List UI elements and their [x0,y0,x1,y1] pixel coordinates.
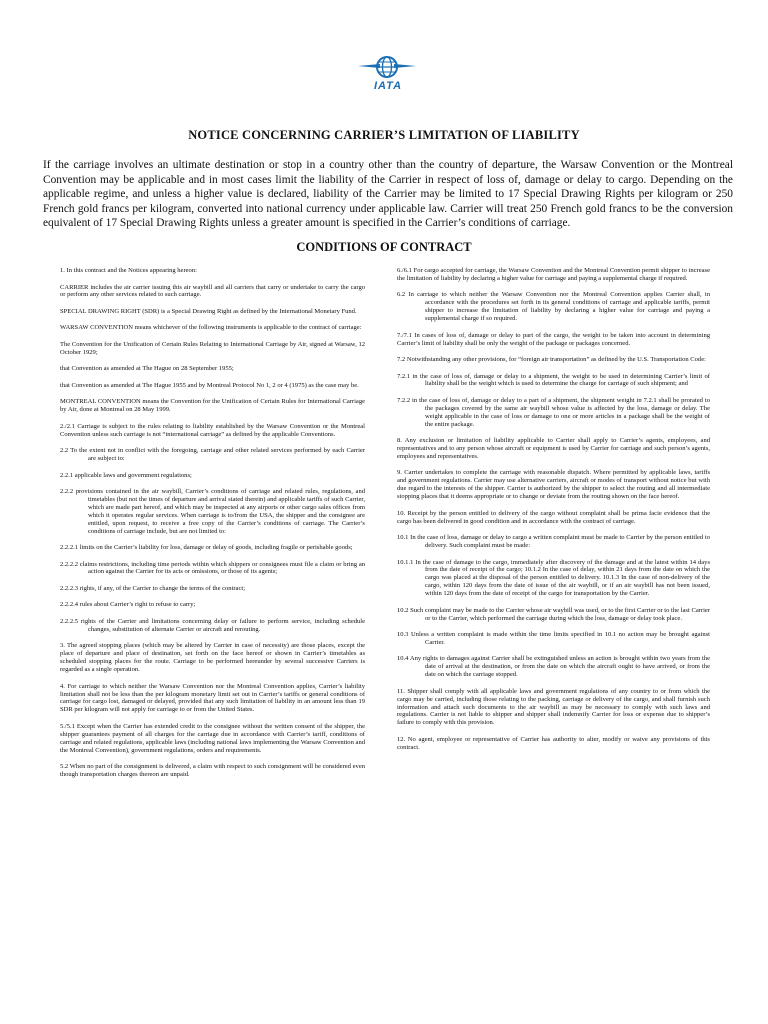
condition-paragraph: 2.2.2.5 rights of the Carrier and limitations concerning delay or failure to perform service, including schedule changes, substitution of alternate Carrier or aircraft and rerouting. [60,617,365,633]
condition-paragraph: 2.2.2.3 rights, if any, of the Carrier to change the terms of the contract; [60,584,246,592]
condition-paragraph: 6./6.1 For cargo accepted for carriage, the Warsaw Convention and the Montreal Convention permit shipper to increase the limitation of liability by declaring a higher value for carriage and paying a supplemental charge if required. [397,267,710,282]
condition-paragraph: 3. The agreed stopping places (which may be altered by Carrier in case of necessity) are those places, except the place of departure and place of destination, set forth on the face hereof or shown in Carrier’s timetables as scheduled stopping places for the route. Carriage to be performed hereunder by several successive Carriers is regarded as a single operation. [60,642,365,674]
condition-paragraph: 2.2 To the extent not in conflict with the foregoing, carriage and other related services performed by each Carrier are subject to: [60,447,365,463]
condition-paragraph: 10.4 Any rights to damages against Carrier shall be extinguished unless an action is brought within two years from the date of arrival at the destination, or from the date on which the aircraft ought to have arrived, or from the date on which the carriage stopped. [397,655,710,679]
conditions-title: CONDITIONS OF CONTRACT [296,240,472,254]
condition-paragraph: 5.2 When no part of the consignment is delivered, a claim with respect to such consignment will be considered even though transportation charges thereon are unpaid. [60,763,365,778]
conditions-left-column [60,267,365,787]
condition-paragraph: 7.2 Notwithstanding any other provisions, for “foreign air transportation” as defined by the U.S. Transportation Code: [397,356,706,364]
condition-paragraph: MONTREAL CONVENTION means the Convention for the Unification of Certain Rules for International Carriage by Air, done at Montreal on 28 May 1999. [60,398,365,414]
condition-paragraph: CARRIER includes the air carrier issuing this air waybill and all carriers that carry or undertake to carry the cargo or perform any other services related to such carriage. [60,283,365,299]
condition-paragraph: 6.2 In carriage to which neither the Warsaw Convention nor the Montreal Convention applies Carrier shall, in accordance with the procedures set forth in its general conditions of carriage and applicable tariffs, permit shipper to increase the limitation of liability by declaring a higher value for carriage and paying a supplemental charge if so required. [397,291,710,323]
condition-paragraph: 8. Any exclusion or limitation of liability applicable to Carrier shall apply to Carrier’s agents, employees, and representatives and to any person whose aircraft or equipment is used by Carrier for carriage and such person’s agents, employees and representatives. [397,437,710,460]
condition-paragraph: 10. Receipt by the person entitled to delivery of the cargo without complaint shall be prima facie evidence that the cargo has been delivered in good condition and in accordance with the contract of carriage. [397,509,710,525]
condition-paragraph: 4. For carriage to which neither the Warsaw Convention nor the Montreal Convention applies, Carrier’s liability limitation shall not be less than the per kilogram monetary limit set out in Carrier’s tariffs or general conditions of carriage for cargo lost, damaged or delayed, provided that any such limitation of liability in an amount less than 19 SDR per kilogram will not apply for carriage to or from the United States. [60,682,365,714]
condition-paragraph: 12. No agent, employee or representative of Carrier has authority to alter, modify or waive any provisions of this contract. [397,735,710,751]
iata-logo-text: IATA [373,80,403,92]
condition-paragraph: 10.3 Unless a written complaint is made within the time limits specified in 10.1 no action may be brought against Carrier. [397,631,710,646]
condition-paragraph: 2.2.2.2 claims restrictions, including time periods within which shippers or consignees must file a claim or bring an action against the Carrier for its acts or omissions, or those of its agents; [60,560,365,576]
condition-paragraph: that Convention as amended at The Hague on 28 September 1955; [60,365,234,373]
notice-paragraph: If the carriage involves an ultimate destination or stop in a country other than the country of departure, the Warsaw Convention or the Montreal Convention may be applicable and in most cases limit the liability of the Carrier in respect of loss of, damage or delay to cargo. Depending on the applicable regime, and unless a higher value is declared, liability of the Carrier may be limited to 17 Special Drawing Rights per kilogram or 250 French gold francs per kilogram, converted into national currency under applicable law. Carrier will treat 250 French gold francs to be the conversion equivalent of 17 Special Drawing Rights unless a greater amount is specified in the Carrier’s conditions of carriage. [43,159,733,229]
notice-title: NOTICE CONCERNING CARRIER’S LIMITATION OF LIABILITY [188,128,580,142]
condition-paragraph: The Convention for the Unification of Certain Rules Relating to International Carriage by Air, signed at Warsaw, 12 October 1929; [60,340,365,356]
condition-paragraph: 7./7.1 In cases of loss of, damage or delay to part of the cargo, the weight to be taken into account in determining Carrier’s limit of liability shall be only the weight of the package or packages concerned. [397,331,710,347]
condition-paragraph: 5./5.1 Except when the Carrier has extended credit to the consignee without the written consent of the shipper, the shipper guarantees payment of all charges for the carriage due in accordance with Carrier’s tariff, conditions of carriage and related regulations, applicable laws (including national laws implementing the Warsaw Convention and the Montreal Convention), government regulations, orders and requirements. [60,722,365,754]
condition-paragraph: 2./2.1 Carriage is subject to the rules relating to liability established by the Warsaw Convention or the Montreal Convention unless such carriage is not “international carriage” as defined by the applicable Conventions. [60,422,365,438]
condition-paragraph: 2.2.2 provisions contained in the air waybill, Carrier’s conditions of carriage and related rules, regulations, and timetables (but not the times of departure and arrival stated therein) and applicable tariffs of such Carrier, which are made part hereof, and which may be inspected at any airports or other cargo sales offices from which it operates regular services. When carriage is to/from the USA, the shipper and the consignee are entitled, upon request, to receive a free copy of the Carrier’s conditions of carriage. The Carrier’s conditions of carriage include, but are not limited to: [60,488,365,535]
condition-paragraph: 2.2.2.1 limits on the Carrier’s liability for loss, damage or delay of goods, including fragile or perishable goods; [60,544,353,552]
condition-paragraph: that Convention as amended at The Hague 1955 and by Montreal Protocol No 1, 2 or 4 (1975) as the case may be. [60,381,359,389]
condition-paragraph: 2.2.1 applicable laws and government regulations; [60,471,192,479]
condition-paragraph: 10.2 Such complaint may be made to the Carrier whose air waybill was used, or to the first Carrier or to the last Carrier or to the Carrier, which performed the carriage during which the loss, damage or delay took place. [397,606,710,622]
condition-paragraph: 1. In this contract and the Notices appearing hereon: [60,267,197,274]
condition-paragraph: 7.2.2 in the case of loss of, damage or delay to a part of a shipment, the shipment weight in 7.2.1 shall be prorated to the packages covered by the same air waybill whose value is affected by the loss, damage or delay. The weight applicable in the case of loss or damage to one or more articles in a package shall be the weight of the entire package. [397,396,710,428]
condition-paragraph: SPECIAL DRAWING RIGHT (SDR) is a Special Drawing Right as defined by the International Monetary Fund. [60,307,357,315]
condition-paragraph: 9. Carrier undertakes to complete the carriage with reasonable dispatch. Where permitted by applicable laws, tariffs and government regulations. Carrier may use alternative carriers, aircraft or modes of transport without notice but with due regard to the interests of the shipper. Carrier is authorized by the shipper to select the routing and all intermediate stopping places that it deems appropriate or to change or deviate from the routing shown on the face hereof. [397,469,710,501]
condition-paragraph: 7.2.1 in the case of loss of, damage or delay to a shipment, the weight to be used in determining Carrier’s limit of liability shall be the weight which is used to determine the charge for carriage of such shipment; and [397,372,710,388]
conditions-right-column [397,267,710,760]
condition-paragraph: WARSAW CONVENTION means whichever of the following instruments is applicable to the contract of carriage: [60,324,362,332]
condition-paragraph: 10.1 In the case of loss, damage or delay to cargo a written complaint must be made to Carrier by the person entitled to delivery. Such complaint must be made: [397,534,710,549]
condition-paragraph: 10.1.1 In the case of damage to the cargo, immediately after discovery of the damage and at the latest within 14 days from the date of receipt of the cargo; 10.1.2 In the case of delay, within 21 days from the date on which the cargo was placed at the disposal of the person entitled to delivery. 10.1.3 In the case of non-delivery of the cargo, within 120 days from the date of issue of the air waybill, or if an air waybill has not been issued, within 120 days from the date of receipt of the cargo for transportation by the Carrier. [397,558,710,598]
condition-paragraph: 11. Shipper shall comply with all applicable laws and government regulations of any country to or from which the cargo may be carried, including those relating to the packing, carriage or delivery of the cargo, and shall furnish such information and attach such documents to the air waybill as may be necessary to comply with such laws and regulations. Carrier is not liable to shipper and shipper shall indemnify Carrier for loss or expense due to shipper’s failure to comply with this provision. [397,687,710,727]
condition-paragraph: 2.2.2.4 rules about Carrier’s right to refuse to carry; [60,601,196,609]
